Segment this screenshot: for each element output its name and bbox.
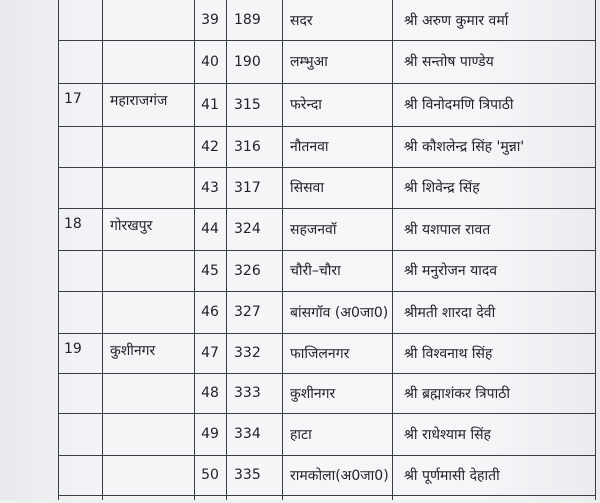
- table-row: [58, 0, 596, 40]
- constituency-name-cell: फाजिलनगर: [290, 345, 350, 362]
- table-row: [58, 413, 596, 455]
- constituency-number-cell: 334: [234, 426, 261, 442]
- district-number-cell: 19: [64, 341, 82, 357]
- row-divider: [58, 167, 596, 168]
- candidate-name-cell: श्री मनुरोजन यादव: [404, 263, 498, 279]
- constituency-name-cell: हाटा: [290, 426, 312, 443]
- serial-number-cell: 49: [201, 426, 219, 442]
- table-row: [58, 291, 596, 333]
- table-row: [58, 455, 596, 495]
- constituency-number-cell: 316: [234, 138, 261, 155]
- candidate-name-cell: श्री विश्वनाथ सिंह: [404, 345, 493, 362]
- constituency-number-cell: 189: [234, 12, 261, 28]
- row-divider: [58, 40, 596, 41]
- table-row: [58, 373, 596, 413]
- constituency-name-cell: चौरी–चौरा: [290, 263, 341, 279]
- constituency-number-cell: 335: [234, 467, 261, 483]
- row-divider: [58, 373, 596, 374]
- candidate-name-cell: श्री ब्रह्माशंकर त्रिपाठी: [404, 385, 510, 402]
- constituency-number-cell: 327: [234, 304, 261, 320]
- row-divider: [58, 333, 596, 334]
- constituency-name-cell: फरेन्दा: [290, 97, 322, 113]
- constituency-name-cell: नौतनवा: [290, 139, 329, 155]
- row-divider: [58, 208, 596, 209]
- table-row: [58, 333, 596, 373]
- candidate-name-cell: श्री कौशलेन्द्र सिंह 'मुन्ना': [404, 139, 525, 155]
- serial-number-cell: 48: [201, 385, 219, 401]
- serial-number-cell: 40: [201, 53, 219, 70]
- serial-number-cell: 44: [201, 221, 219, 237]
- candidate-name-cell: श्री यशपाल रावत: [404, 221, 491, 238]
- row-divider: [58, 126, 596, 127]
- serial-number-cell: 50: [201, 467, 219, 483]
- row-divider: [58, 455, 596, 456]
- constituency-number-cell: 326: [234, 262, 261, 279]
- candidate-name-cell: श्री सन्तोष पाण्डेय: [404, 54, 494, 70]
- constituency-name-cell: बांसगॉव (अ0जा0): [290, 304, 389, 321]
- constituency-name-cell: रामकोला(अ0जा0): [290, 467, 389, 484]
- constituency-name-cell: कुशीनगर: [290, 385, 336, 402]
- column-divider: [226, 0, 227, 500]
- table-row: [58, 167, 596, 208]
- constituency-number-cell: 317: [234, 179, 261, 196]
- district-number-cell: 17: [64, 91, 82, 107]
- serial-number-cell: 43: [201, 179, 219, 196]
- candidate-name-cell: श्री पूर्णमासी देहाती: [404, 467, 500, 484]
- constituency-number-cell: 333: [234, 385, 261, 401]
- table-row: [58, 126, 596, 167]
- row-divider: [58, 83, 596, 84]
- column-divider: [102, 0, 103, 500]
- column-divider: [282, 0, 283, 500]
- candidate-name-cell: श्रीमती शारदा देवी: [404, 304, 496, 321]
- district-name-cell: महाराजगंज: [110, 93, 168, 109]
- candidate-name-cell: श्री अरुण कुमार वर्मा: [404, 12, 509, 29]
- constituency-name-cell: सदर: [290, 12, 313, 29]
- district-name-cell: गोरखपुर: [110, 218, 153, 234]
- constituency-number-cell: 190: [234, 53, 261, 70]
- table-row: [58, 208, 596, 250]
- row-divider: [58, 495, 596, 496]
- candidate-name-cell: श्री शिवेन्द्र सिंह: [404, 180, 480, 196]
- column-divider: [58, 0, 59, 500]
- serial-number-cell: 42: [201, 138, 219, 155]
- serial-number-cell: 46: [201, 304, 219, 320]
- table-row: [58, 83, 596, 126]
- district-name-cell: कुशीनगर: [110, 343, 156, 359]
- column-divider: [595, 0, 596, 500]
- serial-number-cell: 45: [201, 262, 219, 279]
- candidate-name-cell: श्री राधेश्याम सिंह: [404, 426, 491, 443]
- constituency-name-cell: सहजनवॉ: [290, 221, 337, 238]
- constituency-name-cell: सिसवा: [290, 180, 324, 196]
- row-divider: [58, 291, 596, 292]
- candidate-name-cell: श्री विनोदमणि त्रिपाठी: [404, 97, 514, 113]
- constituency-number-cell: 315: [234, 96, 261, 113]
- serial-number-cell: 39: [201, 12, 219, 28]
- serial-number-cell: 41: [201, 96, 219, 113]
- constituency-number-cell: 332: [234, 345, 261, 361]
- table-row: [58, 40, 596, 83]
- serial-number-cell: 47: [201, 345, 219, 361]
- district-number-cell: 18: [64, 216, 82, 232]
- column-divider: [194, 0, 195, 500]
- row-divider: [58, 250, 596, 251]
- column-divider: [392, 0, 393, 500]
- constituency-number-cell: 324: [234, 221, 261, 237]
- candidate-table: [58, 0, 596, 500]
- row-divider: [58, 413, 596, 414]
- table-row: [58, 250, 596, 291]
- constituency-name-cell: लम्भुआ: [290, 54, 328, 70]
